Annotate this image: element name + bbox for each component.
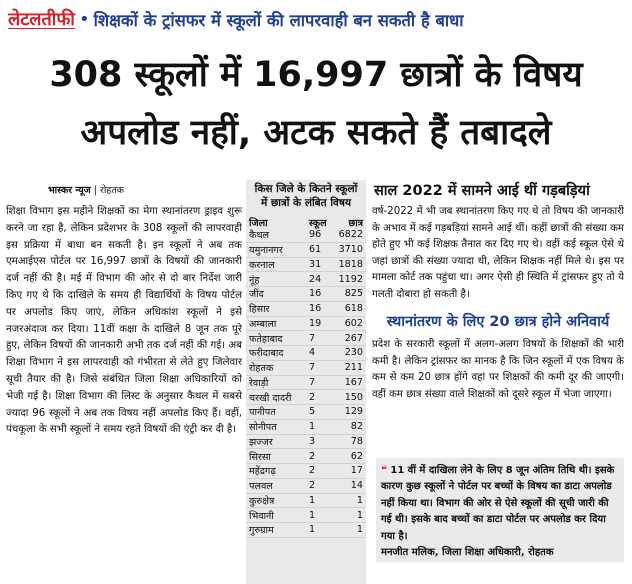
table-row — [246, 508, 366, 523]
district-name: अम्बाला — [249, 318, 277, 330]
paragraph-2022: वर्ष-2022 में भी जब स्थानांतरण किए गए थे तो विषय की जानकारी के अभाव में कई गड़बड़ियां सामने आई थीं। कहीं छात्रों की संख्या कम होते हुए भी कई शिक्षक तैनात कर दिए गए थे। वहीं कई स्कूल ऐसे थे जहां छात्रों की संख्या ज्यादा थी, लेकिन शिक्षक नहीं मिले थे। इस पर मामला कोर्ट तक पहुंचा था। अगर ऐसी ही स्थिति में ट्रांसफर हुए तो ये गलती दोबारा हो सकती है। — [372, 206, 624, 300]
table-body — [246, 228, 366, 538]
student-count: 1 — [356, 524, 363, 536]
student-count: 78 — [350, 435, 363, 447]
student-count: 825 — [344, 288, 363, 300]
district-name: झज्जर — [249, 436, 273, 448]
table-row — [246, 464, 366, 479]
quote-mark-icon: ❝ — [381, 465, 387, 476]
district-name: रेवाड़ी — [249, 377, 269, 389]
student-count: 82 — [350, 421, 363, 433]
quote-attribution: मनजीत मलिक, जिला शिक्षा अधिकारी, रोहतक — [381, 547, 554, 559]
student-count: 62 — [350, 450, 363, 462]
school-count: 2 — [309, 450, 316, 462]
headline — [10, 46, 622, 162]
student-count: 3710 — [338, 244, 363, 256]
table-header-students: छात्र — [348, 218, 363, 229]
district-name: भिवानी — [249, 510, 274, 522]
byline-source: भास्कर न्यूज — [48, 185, 91, 196]
district-name: करनाल — [249, 259, 275, 271]
district-name: सोनीपत — [249, 422, 277, 434]
school-count: 61 — [309, 244, 322, 256]
district-name: यमुनानगर — [249, 245, 283, 257]
article-body-right — [372, 180, 624, 403]
kicker-label: लेटलतीफी — [8, 9, 75, 30]
student-count: 14 — [350, 480, 363, 492]
table-row — [246, 449, 366, 464]
district-name: महेंद्रगढ़ — [249, 466, 276, 478]
student-count: 618 — [344, 303, 363, 315]
school-count: 19 — [309, 317, 322, 329]
student-count: 150 — [344, 391, 363, 403]
paragraph-transfer-norm: प्रदेश के सरकारी स्कूलों में अलग-अलग विषयों के शिक्षकों की भारी कमी है। लेकिन ट्रांसफर का मानक है कि जिन स्कूलों में एक विषय के कम से कम 20 छात्र होंगे वहां पर शिक्षकों की कमी दूर की जाएगी। वहीं कम छात्र संख्या वाले शिक्षकों को दूसरे स्कूल में भेजा जाएगा। — [372, 339, 624, 400]
district-name: नूंह — [249, 274, 260, 286]
table-row — [246, 523, 366, 538]
table-row — [246, 420, 366, 435]
table-row — [246, 405, 366, 420]
kicker-bullet: • — [78, 8, 90, 30]
table-row — [246, 287, 366, 302]
school-count: 3 — [309, 435, 316, 447]
student-count: 167 — [344, 376, 363, 388]
school-count: 2 — [309, 391, 316, 403]
table-row — [246, 361, 366, 376]
school-count: 96 — [309, 229, 322, 241]
district-name: फतेहाबाद — [249, 333, 283, 345]
byline-place: रोहतक — [99, 185, 125, 196]
district-name: चरखी दादरी — [249, 392, 292, 404]
school-count: 1 — [309, 524, 316, 536]
student-count: 602 — [344, 317, 363, 329]
school-count: 1 — [309, 421, 316, 433]
student-count: 1 — [356, 509, 363, 521]
student-count: 1192 — [338, 273, 363, 285]
table-header-row — [246, 216, 366, 228]
district-name: जींद — [249, 289, 264, 301]
school-count: 2 — [309, 465, 316, 477]
table-header-schools: स्कूल — [309, 218, 327, 229]
school-count: 4 — [309, 347, 316, 359]
byline-separator: | — [90, 185, 100, 196]
table-row — [246, 435, 366, 450]
district-name: कुरुक्षेत्र — [249, 495, 275, 507]
student-count: 6822 — [338, 229, 363, 241]
district-name: हिसार — [249, 304, 270, 316]
school-count: 7 — [309, 376, 316, 388]
school-count: 16 — [309, 288, 322, 300]
table-header-district: जिला — [249, 218, 268, 229]
district-table — [246, 180, 366, 584]
table-row — [246, 302, 366, 317]
district-name: सिरसा — [249, 451, 271, 463]
headline-line-1: 308 स्कूलों में 16,997 छात्रों के विषय — [49, 55, 583, 95]
subheading-20-students-mandatory: स्थानांतरण के लिए 20 छात्र होने अनिवार्य — [386, 314, 610, 330]
district-name: पानीपत — [249, 407, 276, 419]
table-row — [246, 331, 366, 346]
school-count: 7 — [309, 362, 316, 374]
byline — [48, 183, 124, 196]
article-body-left: शिक्षा विभाग इस महीने शिक्षकों का मेगा स्थानांतरण ड्राइव शुरू करने जा रहा है, लेकिन प्रदेशभर के 308 स्कूलों की लापरवाही इस प्रक्रिया में बाधा बन सकती है। इन स्कूलों ने अब तक एमआईएस पोर्टल पर 16,997 छात्रों के विषयों की जानकारी दर्ज नहीं की है। मई में विभाग की ओर से दो बार निर्देश जारी किए गए थे कि दाखिले के समय ही विद्यार्थियों के विषय पोर्टल पर अपलोड किए जाएं, लेकिन अधिकांश स्कूलों ने इसे नजरअंदाज कर दिया। 11वीं कक्षा के दाखिले 8 जून तक पूरे हुए, लेकिन विषयों की जानकारी अभी तक दर्ज नहीं की गई। अब शिक्षा विभाग ने इस लापरवाही को गंभीरता से लेते हुए जिलेवार सूची तैयार की है। जिसे संबंधित जिला शिक्षा अधिकारियों को भेजी गई है। शिक्षा विभाग की लिस्ट के अनुसार कैथल में सबसे ज्यादा 96 स्कूलों ने अब तक विषय नहीं अपलोड किए हैं। वहीं, पंचकूला के सभी स्कूलों ने समय रहते विषयों की एंट्री कर दी है। — [6, 206, 242, 436]
table-row — [246, 494, 366, 509]
student-count: 1818 — [338, 258, 363, 270]
table-row — [246, 228, 366, 243]
headline-line-2: अपलोड नहीं, अटक सकते हैं तबादले — [80, 113, 552, 153]
school-count: 24 — [309, 273, 322, 285]
subheading-2022-irregularities: साल 2022 में सामने आई थीं गड़बड़ियां — [374, 183, 590, 199]
kicker-subhead: शिक्षकों के ट्रांसफर में स्कूलों की लापरवाही बन सकती है बाधा — [93, 10, 464, 30]
school-count: 31 — [309, 258, 322, 270]
table-row — [246, 479, 366, 494]
table-row — [246, 390, 366, 405]
district-name: रोहतक — [249, 363, 274, 375]
district-name: पलवल — [249, 481, 273, 493]
table-row — [246, 258, 366, 273]
student-count: 17 — [350, 465, 363, 477]
district-name: कैथल — [249, 230, 270, 242]
student-count: 230 — [344, 347, 363, 359]
district-name: फरीदाबाद — [249, 348, 284, 360]
table-row — [246, 376, 366, 391]
student-count: 1 — [356, 494, 363, 506]
table-row — [246, 243, 366, 258]
quote-text: 11 वीं में दाखिला लेने के लिए 8 जून अंतिम तिथि थी। इसके कारण कुछ स्कूलों ने पोर्टल पर बच्चों के विषय का डाटा अपलोड नहीं किया था। विभाग की ओर से ऐसे स्कूलों की सूची जारी की गई थी। इसके बाद बच्चों का डाटा पोर्टल पर अपलोड कर दिया गया है। — [381, 465, 615, 542]
school-count: 1 — [309, 494, 316, 506]
school-count: 5 — [309, 406, 316, 418]
table-row — [246, 346, 366, 361]
table-title: किस जिले के कितने स्कूलों में छात्रों के लंबित विषय — [254, 183, 358, 209]
district-name: गुरुग्राम — [249, 525, 274, 537]
school-count: 1 — [309, 509, 316, 521]
school-count: 7 — [309, 332, 316, 344]
table-row — [246, 317, 366, 332]
official-quote-box — [376, 458, 624, 562]
school-count: 16 — [309, 303, 322, 315]
table-row — [246, 272, 366, 287]
kicker-row — [8, 4, 624, 34]
student-count: 129 — [344, 406, 363, 418]
student-count: 211 — [344, 362, 363, 374]
student-count: 267 — [344, 332, 363, 344]
school-count: 2 — [309, 480, 316, 492]
